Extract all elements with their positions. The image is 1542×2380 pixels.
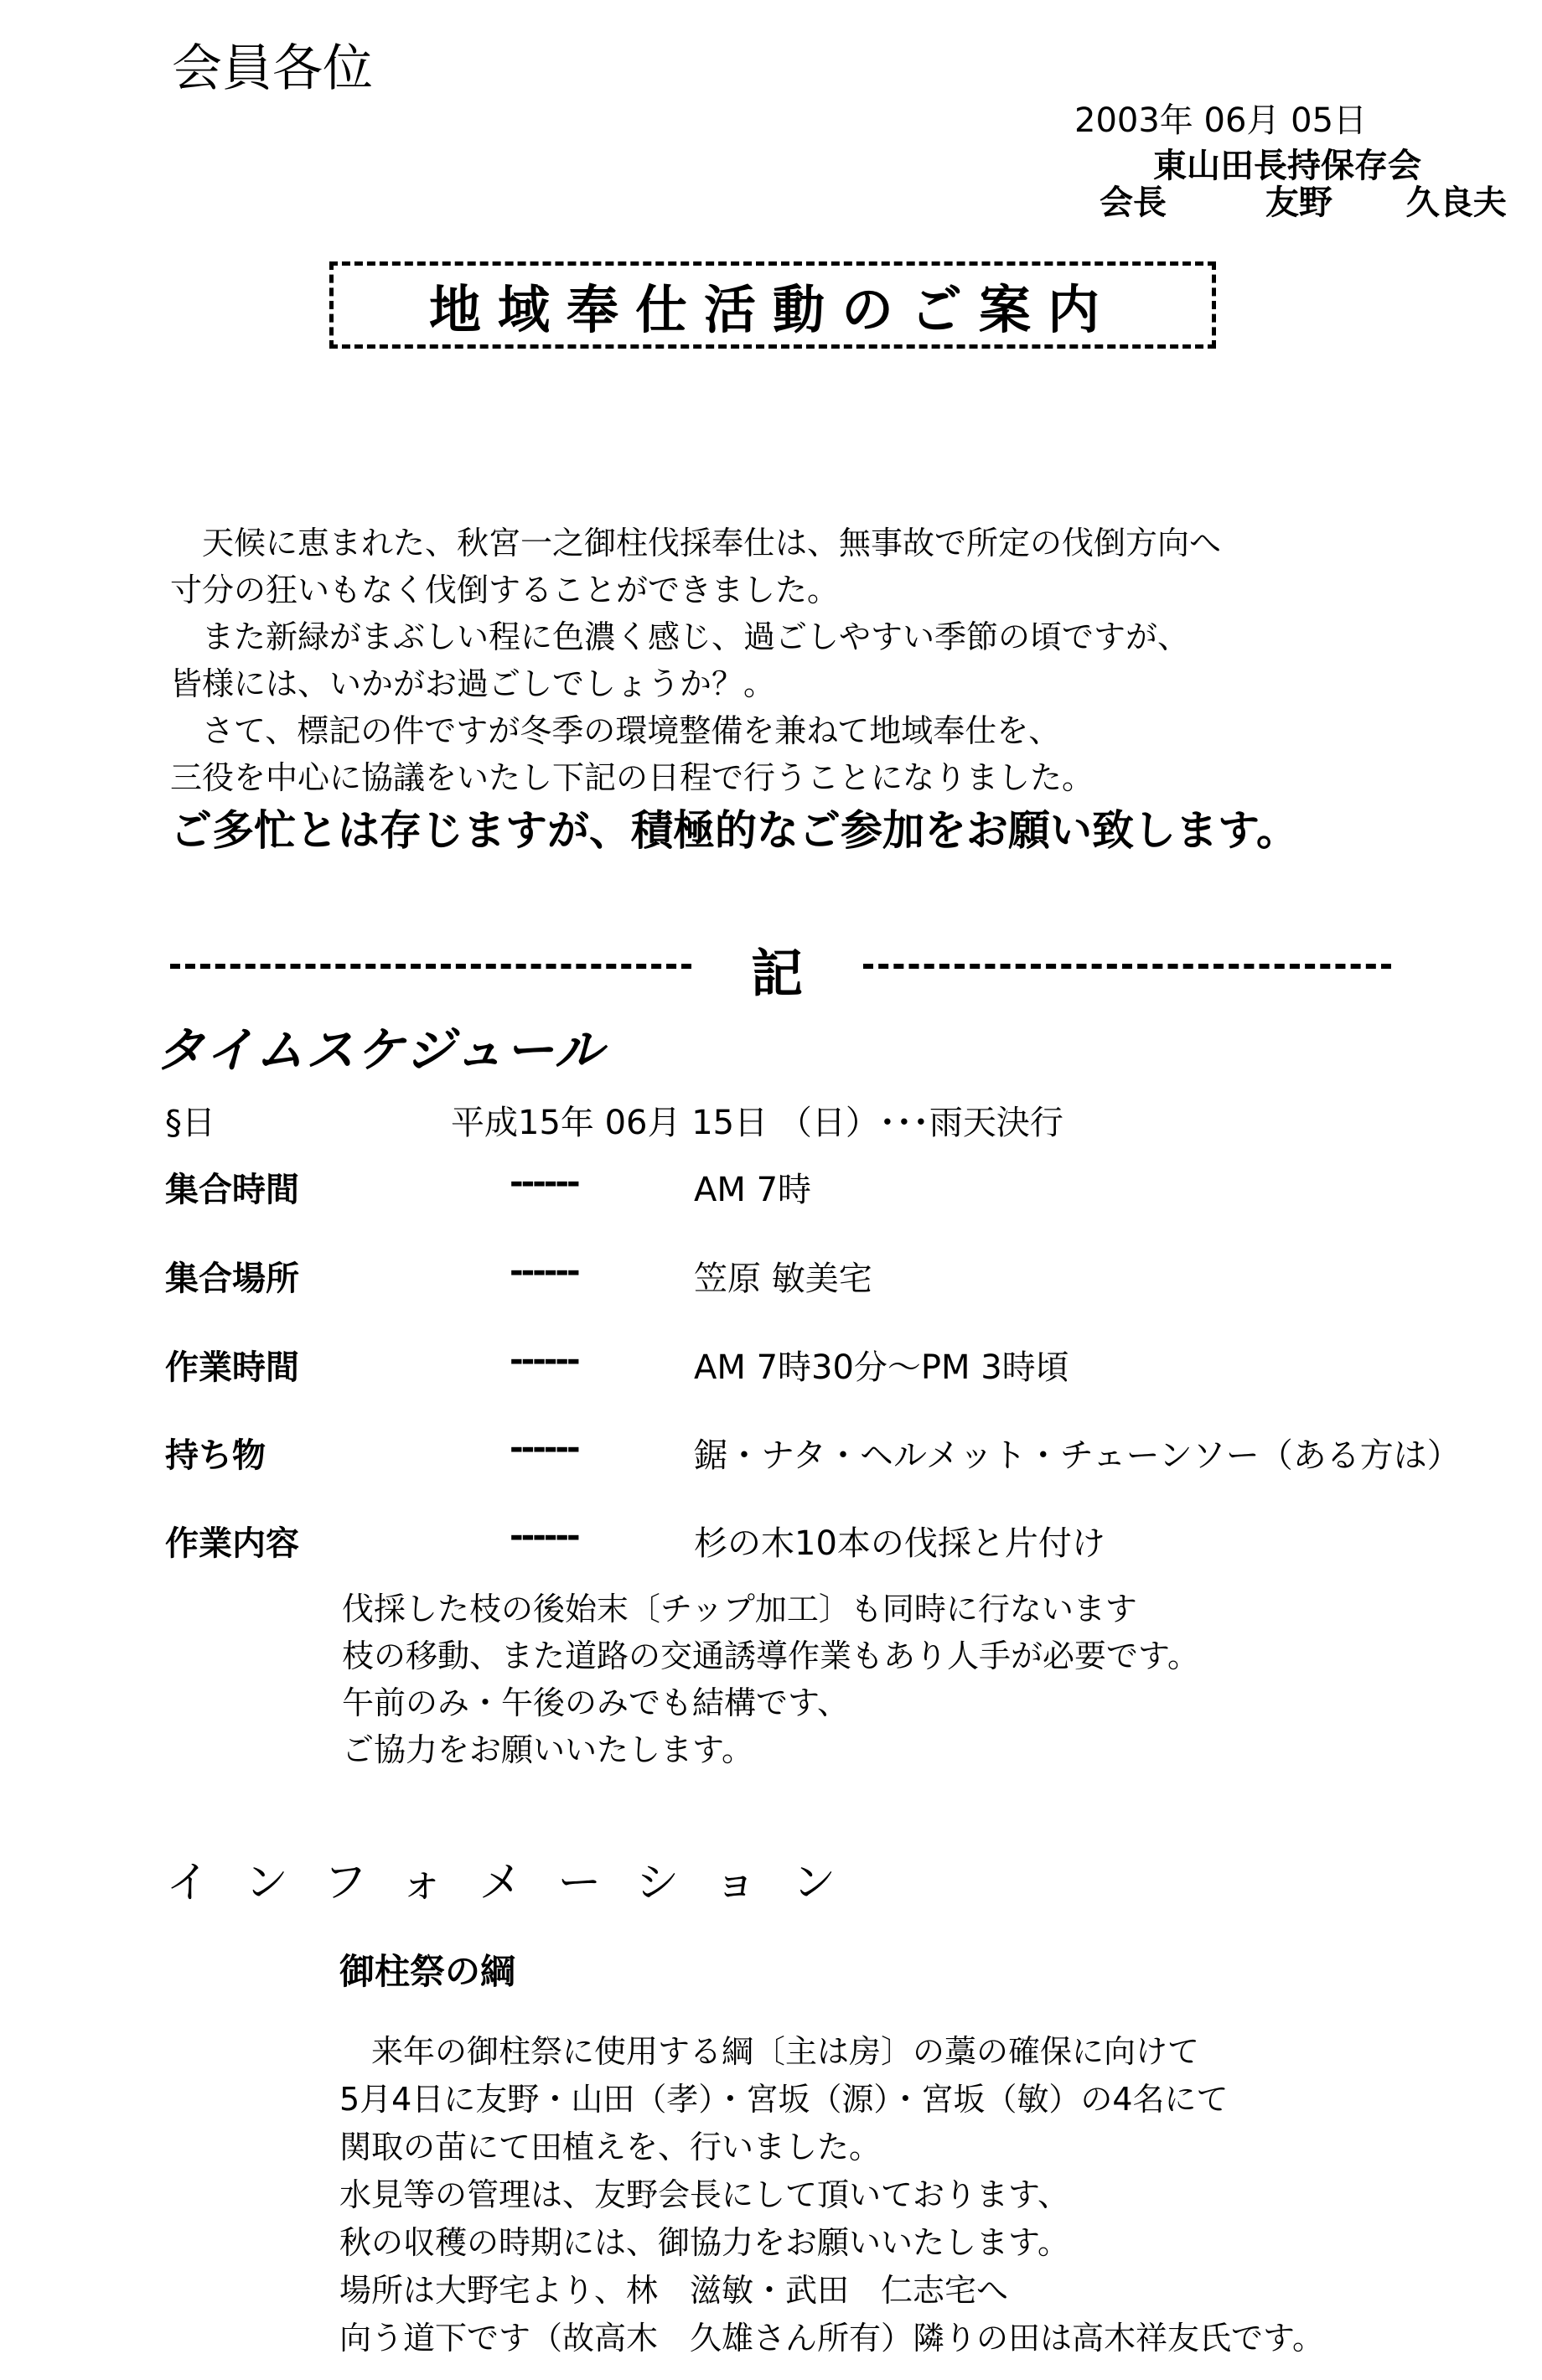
intro-line: また新緑がまぶしい程に色濃く感じ、過ごしやすい季節の頃ですが、 <box>170 618 1190 655</box>
info-line: 場所は大野宅より、林 滋敏・武田 仁志宅へ <box>339 2272 1009 2309</box>
info-line: 秋の収穫の時期には、御協力をお願いいたします。 <box>339 2224 1069 2261</box>
detail-line: 枝の移動、また道路の交通誘導作業もあり人手が必要です。 <box>342 1638 1199 1674</box>
record-mark: 記 <box>751 943 804 1004</box>
intro-line: 皆様には、いかがお過ごしでしょうか？。 <box>170 665 776 702</box>
divider-right <box>863 964 1391 969</box>
schedule-row-dash: ------ <box>510 1341 578 1379</box>
schedule-row-dash: ------ <box>510 1163 578 1202</box>
schedule-row-dash: ------ <box>510 1517 578 1555</box>
information-title: インフォメーション <box>166 1858 872 1908</box>
information-paragraph <box>339 2028 1324 2362</box>
intro-paragraph <box>170 520 1298 860</box>
detail-line: 午前のみ・午後のみでも結構です、 <box>342 1684 849 1721</box>
intro-closing: ご多忙とは存じますが、積極的なご参加をお願い致します。 <box>170 806 1298 855</box>
intro-line: 三役を中心に協議をいたし下記の日程で行うことになりました。 <box>170 759 1094 796</box>
information-subtitle: 御柱祭の綱 <box>339 1951 516 1992</box>
schedule-row-value: 笠原 敏美宅 <box>694 1260 872 1298</box>
schedule-row-label: 作業時間 <box>165 1348 299 1387</box>
schedule-row-dash: ------ <box>510 1429 578 1467</box>
schedule-row-label: 持ち物 <box>165 1436 266 1475</box>
schedule-row-label: 集合場所 <box>165 1260 299 1298</box>
title-box <box>329 261 1216 349</box>
info-line: 5月4日に友野・山田（孝）・宮坂（源）・宮坂（敏）の4名にて <box>339 2081 1229 2118</box>
organization-name: 東山田長持保存会 <box>1153 147 1421 185</box>
schedule-title: タイムスケジュール <box>156 1022 605 1079</box>
info-line: 水見等の管理は、友野会長にして頂いております、 <box>339 2176 1069 2213</box>
detail-line: 伐採した枝の後始末〔チップ加工〕も同時に行ないます <box>342 1591 1137 1627</box>
document-date: 2003年 06月 05日 <box>1074 101 1368 140</box>
detail-line: ご協力をお願いいたします。 <box>342 1731 753 1768</box>
intro-line: 寸分の狂いもなく伐倒することができました。 <box>170 572 840 608</box>
schedule-row-value: AM 7時 <box>694 1171 812 1209</box>
page-title: 地域奉仕活動のご案内 <box>428 278 1116 340</box>
info-line: 来年の御柱祭に使用する綱〔主は房〕の藁の確保に向けて <box>339 2033 1200 2070</box>
work-details <box>342 1586 1199 1773</box>
schedule-row-value: 杉の木10本の伐採と片付け <box>694 1524 1105 1563</box>
intro-line: 天候に恵まれた、秋宮一之御柱伐採奉仕は、無事故で所定の伐倒方向へ <box>170 525 1222 561</box>
info-line: 関取の苗にて田植えを、行いました。 <box>339 2129 882 2165</box>
info-line: 向う道下です（故高木 久雄さん所有）隣りの田は高木祥友氏です。 <box>339 2320 1324 2357</box>
divider-left <box>170 964 691 969</box>
intro-line: さて、標記の件ですが冬季の環境整備を兼ねて地域奉仕を、 <box>170 712 1061 749</box>
schedule-row-dash: ------ <box>510 1252 578 1291</box>
schedule-row-value: AM 7時30分～PM 3時頃 <box>694 1348 1069 1387</box>
chair-title: 会長 <box>1100 184 1167 222</box>
schedule-row-value: 鋸・ナタ・ヘルメット・チェーンソー（ある方は） <box>694 1436 1461 1475</box>
chair-surname: 友野 <box>1265 184 1332 222</box>
chair-given-name: 久良夫 <box>1405 184 1507 222</box>
chair-signature <box>1100 176 1507 224</box>
schedule-row-label: 作業内容 <box>165 1524 299 1563</box>
date-label: §日 <box>165 1104 215 1142</box>
schedule-row-label: 集合時間 <box>165 1171 299 1209</box>
addressee: 会員各位 <box>172 39 373 98</box>
date-value: 平成15年 06月 15日 （日）･･･雨天決行 <box>451 1104 1063 1142</box>
